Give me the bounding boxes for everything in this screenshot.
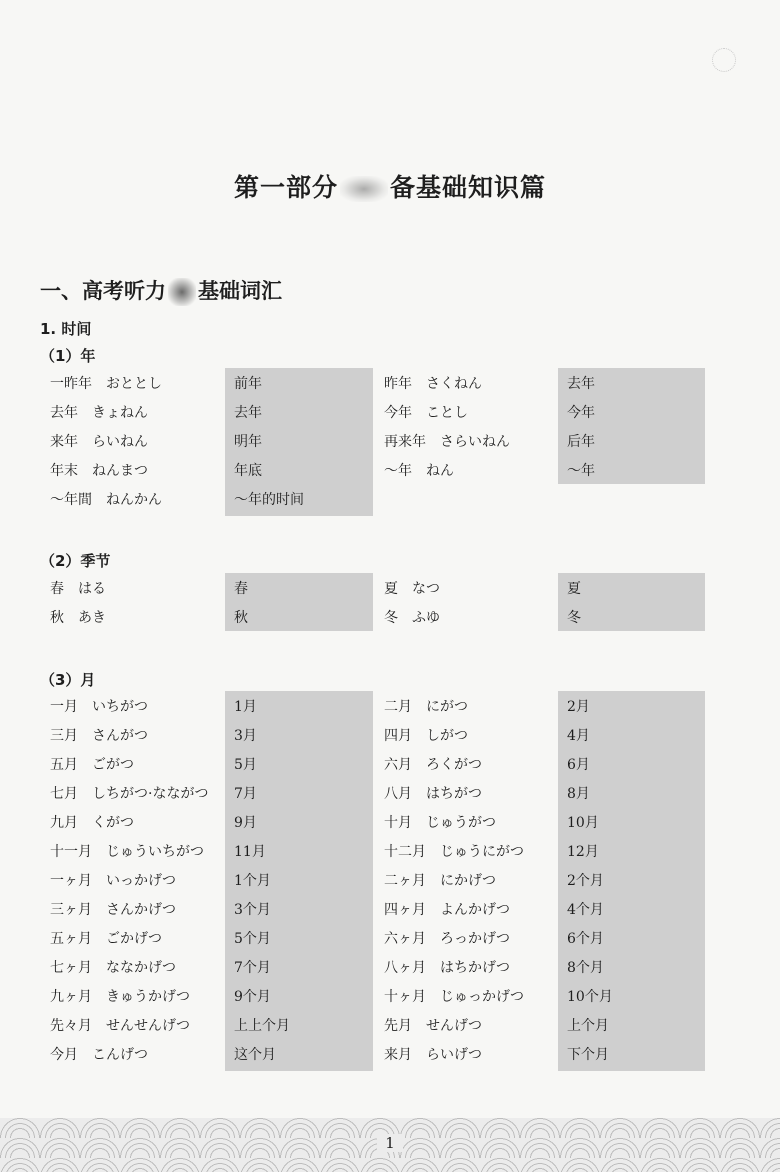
japanese-term: 年末 ねんまつ <box>50 463 148 479</box>
chinese-meaning: ～年的时间 <box>234 492 304 508</box>
chinese-meaning: 9个月 <box>234 989 271 1005</box>
chinese-meaning: 2月 <box>567 699 590 715</box>
japanese-term: 春 はる <box>50 581 106 597</box>
japanese-term: 四ヶ月 よんかげつ <box>384 902 510 918</box>
japanese-term: 九月 くがつ <box>50 815 134 831</box>
japanese-term: 五ヶ月 ごかげつ <box>50 931 162 947</box>
table-row <box>0 456 780 485</box>
chinese-meaning: 1月 <box>234 699 257 715</box>
section-heading-part-2: 基础词汇 <box>198 279 282 303</box>
chinese-meaning: 11月 <box>234 844 266 860</box>
japanese-term: 先月 せんげつ <box>384 1018 482 1034</box>
japanese-term: 一昨年 おととし <box>50 376 162 392</box>
chinese-meaning: 去年 <box>567 376 595 392</box>
table-row <box>0 603 780 632</box>
chinese-meaning: 今年 <box>567 405 595 421</box>
chinese-meaning: 10月 <box>567 815 599 831</box>
japanese-term: 今年 ことし <box>384 405 468 421</box>
chinese-meaning: 10个月 <box>567 989 613 1005</box>
japanese-term: 昨年 さくねん <box>384 376 482 392</box>
japanese-term: 再来年 さらいねん <box>384 434 510 450</box>
table-row <box>0 485 780 514</box>
title-part-1: 第一部分 <box>233 173 338 202</box>
table-row <box>0 866 780 895</box>
table-row <box>0 398 780 427</box>
obscured-text <box>340 176 388 202</box>
japanese-term: 二ヶ月 にかげつ <box>384 873 496 889</box>
chinese-meaning: 前年 <box>234 376 262 392</box>
chinese-meaning: 年底 <box>234 463 262 479</box>
japanese-term: 五月 ごがつ <box>50 757 134 773</box>
japanese-term: 一月 いちがつ <box>50 699 148 715</box>
chinese-meaning: 4个月 <box>567 902 604 918</box>
japanese-term: 来月 らいげつ <box>384 1047 482 1063</box>
table-row <box>0 427 780 456</box>
header-decoration-icon <box>712 48 736 72</box>
table-row <box>0 895 780 924</box>
japanese-term: 十二月 じゅうにがつ <box>384 844 524 860</box>
japanese-term: 四月 しがつ <box>384 728 468 744</box>
japanese-term: 六ヶ月 ろっかげつ <box>384 931 510 947</box>
section-heading-part-1: 一、高考听力 <box>40 279 166 303</box>
japanese-term: 冬 ふゆ <box>384 610 440 626</box>
chinese-meaning: 12月 <box>567 844 599 860</box>
japanese-term: ～年 ねん <box>384 463 454 479</box>
chinese-meaning: 3月 <box>234 728 257 744</box>
chinese-meaning: 3个月 <box>234 902 271 918</box>
chinese-meaning: 6个月 <box>567 931 604 947</box>
group-label-season: （2）季节 <box>40 552 111 570</box>
japanese-term: 夏 なつ <box>384 581 440 597</box>
table-row <box>0 369 780 398</box>
subsection-title: 1. 时间 <box>40 320 92 338</box>
chinese-meaning: 8月 <box>567 786 590 802</box>
japanese-term: 八ヶ月 はちかげつ <box>384 960 510 976</box>
chinese-meaning: 8个月 <box>567 960 604 976</box>
japanese-term: 去年 きょねん <box>50 405 148 421</box>
japanese-term: 七ヶ月 ななかげつ <box>50 960 176 976</box>
chinese-meaning: 7月 <box>234 786 257 802</box>
japanese-term: 八月 はちがつ <box>384 786 482 802</box>
chinese-meaning: 5月 <box>234 757 257 773</box>
table-row <box>0 692 780 721</box>
japanese-term: 二月 にがつ <box>384 699 468 715</box>
table-row <box>0 574 780 603</box>
page-number: 1 <box>0 1134 780 1152</box>
chinese-meaning: 9月 <box>234 815 257 831</box>
japanese-term: 六月 ろくがつ <box>384 757 482 773</box>
chinese-meaning: 这个月 <box>234 1047 276 1063</box>
japanese-term: 先々月 せんせんげつ <box>50 1018 190 1034</box>
table-row <box>0 721 780 750</box>
page-title <box>0 168 780 204</box>
chinese-meaning: 2个月 <box>567 873 604 889</box>
japanese-term: 三ヶ月 さんかげつ <box>50 902 176 918</box>
title-part-2: 备基础知识篇 <box>390 173 547 202</box>
chinese-meaning: 下个月 <box>567 1047 609 1063</box>
chinese-meaning: 4月 <box>567 728 590 744</box>
japanese-term: 一ヶ月 いっかげつ <box>50 873 176 889</box>
chinese-meaning: 1个月 <box>234 873 271 889</box>
chinese-meaning: 去年 <box>234 405 262 421</box>
table-row <box>0 1011 780 1040</box>
chinese-meaning: 上个月 <box>567 1018 609 1034</box>
japanese-term: 十月 じゅうがつ <box>384 815 496 831</box>
table-row <box>0 924 780 953</box>
japanese-term: 九ヶ月 きゅうかげつ <box>50 989 190 1005</box>
chinese-meaning: 冬 <box>567 610 581 626</box>
japanese-term: 十ヶ月 じゅっかげつ <box>384 989 524 1005</box>
chinese-meaning: 秋 <box>234 610 248 626</box>
chinese-meaning: 春 <box>234 581 248 597</box>
table-row <box>0 808 780 837</box>
table-row <box>0 982 780 1011</box>
chinese-meaning: ～年 <box>567 463 595 479</box>
table-row <box>0 837 780 866</box>
chinese-meaning: 5个月 <box>234 931 271 947</box>
chinese-meaning: 夏 <box>567 581 581 597</box>
table-row <box>0 953 780 982</box>
chinese-meaning: 6月 <box>567 757 590 773</box>
japanese-term: 今月 こんげつ <box>50 1047 148 1063</box>
japanese-term: ～年間 ねんかん <box>50 492 162 508</box>
table-row <box>0 750 780 779</box>
table-row <box>0 1040 780 1069</box>
group-label-year: （1）年 <box>40 347 96 365</box>
japanese-term: 十一月 じゅういちがつ <box>50 844 204 860</box>
table-row <box>0 779 780 808</box>
japanese-term: 七月 しちがつ·なながつ <box>50 786 209 802</box>
chinese-meaning: 上上个月 <box>234 1018 290 1034</box>
chinese-meaning: 明年 <box>234 434 262 450</box>
group-label-month: （3）月 <box>40 671 96 689</box>
chinese-meaning: 7个月 <box>234 960 271 976</box>
chinese-meaning: 后年 <box>567 434 595 450</box>
japanese-term: 来年 らいねん <box>50 434 148 450</box>
japanese-term: 三月 さんがつ <box>50 728 148 744</box>
japanese-term: 秋 あき <box>50 610 106 626</box>
section-heading <box>40 275 282 306</box>
obscured-text <box>168 278 196 306</box>
